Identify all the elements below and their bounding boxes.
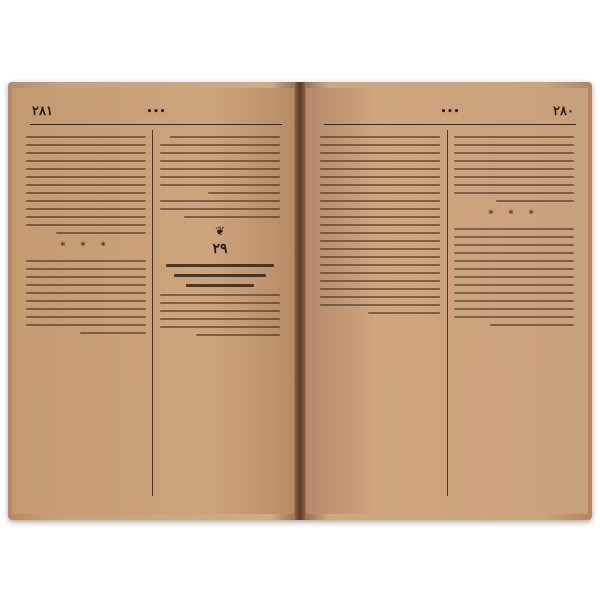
right-column-divider [447, 130, 448, 496]
left-running-title: ••• [146, 105, 166, 118]
book-spread [8, 82, 592, 520]
left-page-header [32, 104, 280, 122]
right-page [306, 88, 588, 514]
right-page-header [326, 104, 574, 122]
left-page [12, 88, 294, 514]
right-page-column-right [454, 130, 574, 500]
left-column-divider [152, 130, 153, 496]
left-header-rule [30, 124, 282, 125]
right-page-number: ٢٨٠ [553, 104, 574, 119]
chapter-number: ٢٩ [212, 241, 228, 258]
book-gutter [295, 82, 305, 520]
right-page-column-left [320, 130, 440, 500]
left-page-column-left [26, 130, 146, 500]
left-page-column-right [160, 130, 280, 500]
left-page-number: ٢٨١ [32, 104, 53, 119]
chapter-ornament: ❦ [214, 224, 226, 238]
section-separator: * * * [60, 241, 112, 252]
right-header-rule [324, 124, 576, 125]
right-section-separator: * * * [488, 209, 540, 220]
chapter-heading [160, 264, 280, 287]
right-running-title: ••• [440, 105, 460, 118]
